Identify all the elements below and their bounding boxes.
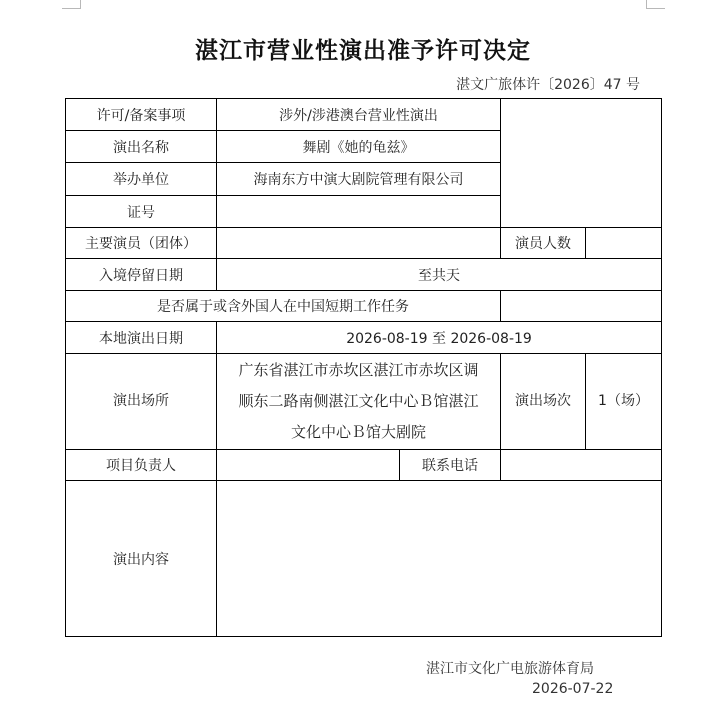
row-short-term-work	[66, 291, 662, 322]
document-number: 湛文广旅体许〔2026〕47 号	[456, 77, 640, 93]
main-performers-label: 主要演员（团体）	[66, 228, 217, 259]
license-no-value	[217, 196, 501, 228]
issue-date: 2026-07-22	[532, 681, 614, 697]
organizer-value: 海南东方中演大剧院管理有限公司	[217, 163, 501, 196]
show-name-value: 舞剧《她的龟兹》	[217, 131, 501, 163]
crop-mark-left	[62, 0, 81, 9]
issuing-agency: 湛江市文化广电旅游体育局	[426, 661, 594, 677]
venue-line: 广东省湛江市赤坎区湛江市赤坎区调	[238, 361, 479, 379]
short-term-work-label: 是否属于或含外国人在中国短期工作任务	[66, 291, 501, 322]
project-leader-value	[217, 450, 400, 481]
document-title: 湛江市营业性演出准予许可决定	[195, 38, 531, 64]
entry-stay-label: 入境停留日期	[66, 259, 217, 291]
venue-label: 演出场所	[66, 354, 217, 450]
venue-line: 顺东二路南侧湛江文化中心Ｂ馆湛江	[238, 392, 479, 410]
local-dates-value: 2026-08-19 至 2026-08-19	[217, 322, 662, 354]
show-count-value: 1（场）	[586, 354, 662, 450]
local-dates-label: 本地演出日期	[66, 322, 217, 354]
crop-mark-right	[646, 0, 665, 9]
row-permit-type	[66, 99, 662, 131]
content-label: 演出内容	[66, 481, 217, 637]
show-count-label: 演出场次	[501, 354, 586, 450]
row-entry-stay	[66, 259, 662, 291]
contact-phone-value	[501, 450, 662, 481]
permit-type-label: 许可/备案事项	[66, 99, 217, 131]
organizer-label: 举办单位	[66, 163, 217, 196]
main-performers-value	[217, 228, 501, 259]
content-value	[217, 481, 662, 637]
row-performers	[66, 228, 662, 259]
entry-stay-value: 至共天	[217, 259, 662, 291]
performer-count-value	[586, 228, 662, 259]
row-venue	[66, 354, 662, 450]
photo-blank-cell	[501, 99, 662, 228]
license-no-label: 证号	[66, 196, 217, 228]
performer-count-label: 演员人数	[501, 228, 586, 259]
row-leader	[66, 450, 662, 481]
short-term-work-value	[501, 291, 662, 322]
contact-phone-label: 联系电话	[400, 450, 501, 481]
show-name-label: 演出名称	[66, 131, 217, 163]
permit-type-value: 涉外/涉港澳台营业性演出	[217, 99, 501, 131]
permit-form-table	[65, 98, 662, 637]
row-local-dates	[66, 322, 662, 354]
venue-value	[217, 354, 501, 450]
venue-line: 文化中心Ｂ馆大剧院	[290, 423, 426, 441]
project-leader-label: 项目负责人	[66, 450, 217, 481]
row-content	[66, 481, 662, 637]
